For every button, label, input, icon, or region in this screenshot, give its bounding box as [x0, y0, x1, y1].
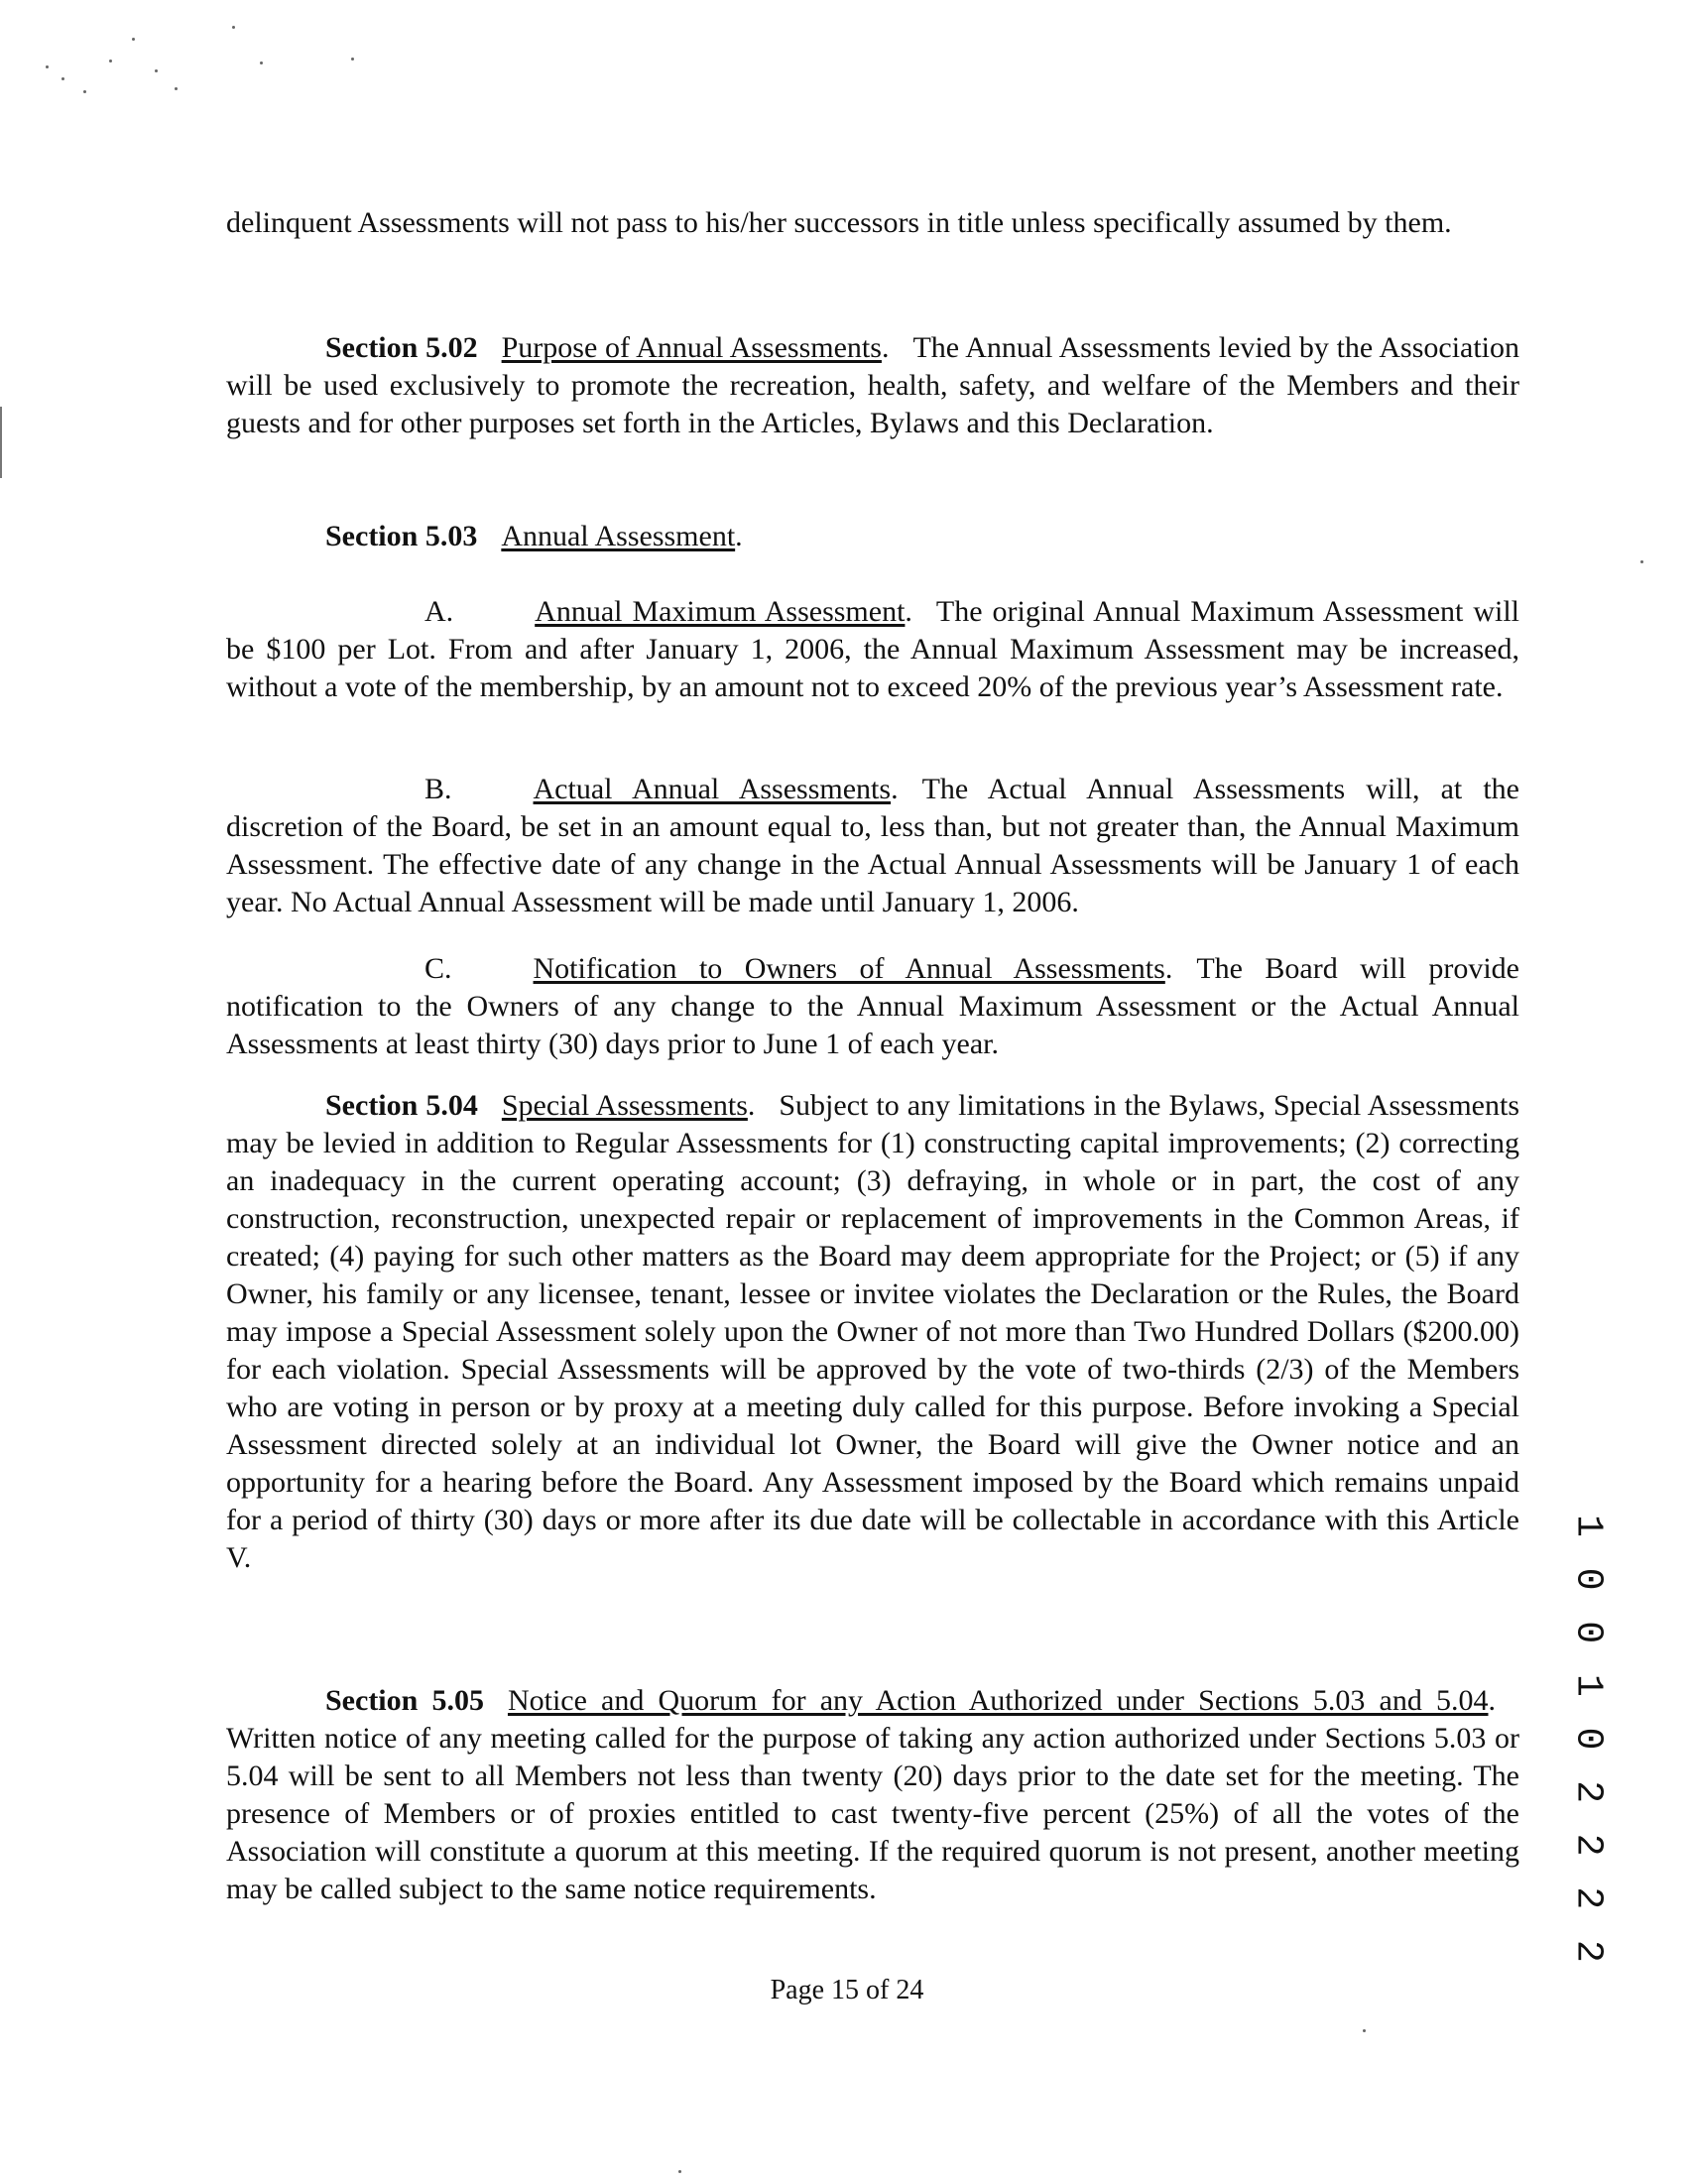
scan-speck [232, 26, 235, 29]
scan-speck [132, 38, 135, 41]
scan-speck [1640, 560, 1643, 563]
subsection-letter: C. [424, 952, 452, 985]
section-label: Section 5.04 [325, 1089, 478, 1122]
scan-speck [155, 69, 158, 72]
scan-margin-mark [0, 407, 2, 478]
subsection-c: C. Notification to Owners of Annual Assessments. The Board will provide notification to the Owners of any change to the Annual Maximum Assessment or the Actual Annual Assessments at least thirty (30) days prior to June 1 of each year. [226, 952, 1519, 1060]
section-label: Section 5.02 [325, 331, 478, 364]
scan-speck [260, 61, 263, 64]
subsection-title: Notification to Owners of Annual Assessments [533, 952, 1165, 985]
scan-speck [61, 77, 64, 80]
section-title: Annual Assessment [501, 520, 736, 552]
side-document-number-text: 1 0 0 1 0 2 2 2 2 [1566, 1515, 1610, 1967]
section-label: Section 5.03 [325, 520, 478, 552]
subsection-title: Actual Annual Assessments [533, 773, 892, 805]
subsection-letter: B. [424, 773, 452, 805]
section-5-03-heading: Section 5.03 Annual Assessment. [325, 520, 743, 552]
scan-speck [109, 60, 112, 62]
section-title: Special Assessments [501, 1089, 748, 1122]
subsection-body: The Board will provide notification to the Owners of any change to the Annual Maximum Assessment or the Actual Annual Assessments at least thirty (30) days prior to June 1 of each year. [226, 952, 1519, 1060]
subsection-body: The original Annual Maximum Assessment will be $100 per Lot. From and after January 1, 2006, the Annual Maximum Assessment may be increased, without a vote of the membership, by an amount not to exceed 20% of the previous year’s Assessment rate. [226, 595, 1519, 703]
section-5-02: Section 5.02 Purpose of Annual Assessments. The Annual Assessments levied by the Association will be used exclusively to promote the recreation, health, safety, and welfare of the Members and their guests and for other purposes set forth in the Articles, Bylaws and this Declaration. [226, 331, 1520, 439]
scan-speck [678, 2170, 681, 2173]
subsection-a: A. Annual Maximum Assessment. The original Annual Maximum Assessment will be $100 per Lot. From and after January 1, 2006, the Annual Maximum Assessment may be increased, without a vote of the membership, by an amount not to exceed 20% of the previous year’s Assessment rate. [226, 595, 1519, 703]
section-body: Subject to any limitations in the Bylaws, Special Assessments may be levied in addition to Regular Assessments for (1) constructing capital improvements; (2) correcting an inadequacy in the current operating account; (3) defraying, in whole or in part, the cost of any construction, reconstruction, unexpected repair or replacement of improvements in the Common Areas, if created; (4) paying for such other matters as the Board may deem appropriate for the Project; or (5) if any Owner, his family or any licensee, tenant, lessee or invitee violates the Declaration or the Rules, the Board may impose a Special Assessment solely upon the Owner of not more than Two Hundred Dollars ($200.00) for each violation. Special Assessments will be approved by the vote of two-thirds (2/3) of the Members who are voting in person or by proxy at a meeting duly called for this purpose. Before invoking a Special Assessment directed solely at an individual lot Owner, the Board will give the Owner notice and an opportunity for a hearing before the Board. Any Assessment imposed by the Board which remains unpaid for a period of thirty (30) days or more after its due date will be collectable in accordance with this Article V. [226, 1089, 1519, 1574]
section-body: The Annual Assessments levied by the Association will be used exclusively to promote the recreation, health, safety, and welfare of the Members and their guests and for other purposes set forth in the Articles, Bylaws and this Declaration. [226, 331, 1520, 439]
side-document-number [1551, 1515, 1625, 1967]
page-footer: Page 15 of 24 [770, 1975, 924, 2005]
scan-speck [46, 65, 49, 68]
scan-speck [175, 87, 178, 90]
subsection-b: B. Actual Annual Assessments. The Actual Annual Assessments will, at the discretion of the Board, be set in an amount equal to, less than, but not greater than, the Annual Maximum Assessment. The effective date of any change in the Actual Annual Assessments will be January 1 of each year. No Actual Annual Assessment will be made until January 1, 2006. [226, 773, 1519, 918]
subsection-letter: A. [424, 595, 454, 628]
paragraph-continuation: delinquent Assessments will not pass to his/her successors in title unless specifically assumed by them. [226, 206, 1452, 239]
section-body: Written notice of any meeting called for the purpose of taking any action authorized under Sections 5.03 or 5.04 will be sent to all Members not less than twenty (20) days prior to the date set for the meeting. The presence of Members or of proxies entitled to cast twenty-five percent (25%) of all the votes of the Association will constitute a quorum at this meeting. If the required quorum is not present, another meeting may be called subject to the same notice requirements. [226, 1722, 1519, 1905]
section-5-04: Section 5.04 Special Assessments. Subject to any limitations in the Bylaws, Special Assessments may be levied in addition to Regular Assessments for (1) constructing capital improvements; (2) correcting an inadequacy in the current operating account; (3) defraying, in whole or in part, the cost of any construction, reconstruction, unexpected repair or replacement of improvements in the Common Areas, if created; (4) paying for such other matters as the Board may deem appropriate for the Project; or (5) if any Owner, his family or any licensee, tenant, lessee or invitee violates the Declaration or the Rules, the Board may impose a Special Assessment solely upon the Owner of not more than Two Hundred Dollars ($200.00) for each violation. Special Assessments will be approved by the vote of two-thirds (2/3) of the Members who are voting in person or by proxy at a meeting duly called for this purpose. Before invoking a Special Assessment directed solely at an individual lot Owner, the Board will give the Owner notice and an opportunity for a hearing before the Board. Any Assessment imposed by the Board which remains unpaid for a period of thirty (30) days or more after its due date will be collectable in accordance with this Article V. [226, 1089, 1519, 1574]
section-title: Notice and Quorum for any Action Authorized under Sections 5.03 and 5.04 [507, 1684, 1489, 1717]
section-label: Section 5.05 [325, 1684, 484, 1717]
section-title: Purpose of Annual Assessments [501, 331, 882, 364]
scan-speck [1363, 2029, 1366, 2032]
subsection-body: The Actual Annual Assessments will, at the discretion of the Board, be set in an amount equal to, less than, but not greater than, the Annual Maximum Assessment. The effective date of any change in the Actual Annual Assessments will be January 1 of each year. No Actual Annual Assessment will be made until January 1, 2006. [226, 773, 1519, 918]
scan-speck [351, 58, 354, 61]
section-5-05: Section 5.05 Notice and Quorum for any Action Authorized under Sections 5.03 and 5.04.Written notice of any meeting called for the purpose of taking any action authorized under Sections 5.03 or 5.04 will be sent to all Members not less than twenty (20) days prior to the date set for the meeting. The presence of Members or of proxies entitled to cast twenty-five percent (25%) of all the votes of the Association will constitute a quorum at this meeting. If the required quorum is not present, another meeting may be called subject to the same notice requirements. [226, 1684, 1519, 1905]
scan-speck [83, 90, 86, 93]
subsection-title: Annual Maximum Assessment [535, 595, 906, 628]
